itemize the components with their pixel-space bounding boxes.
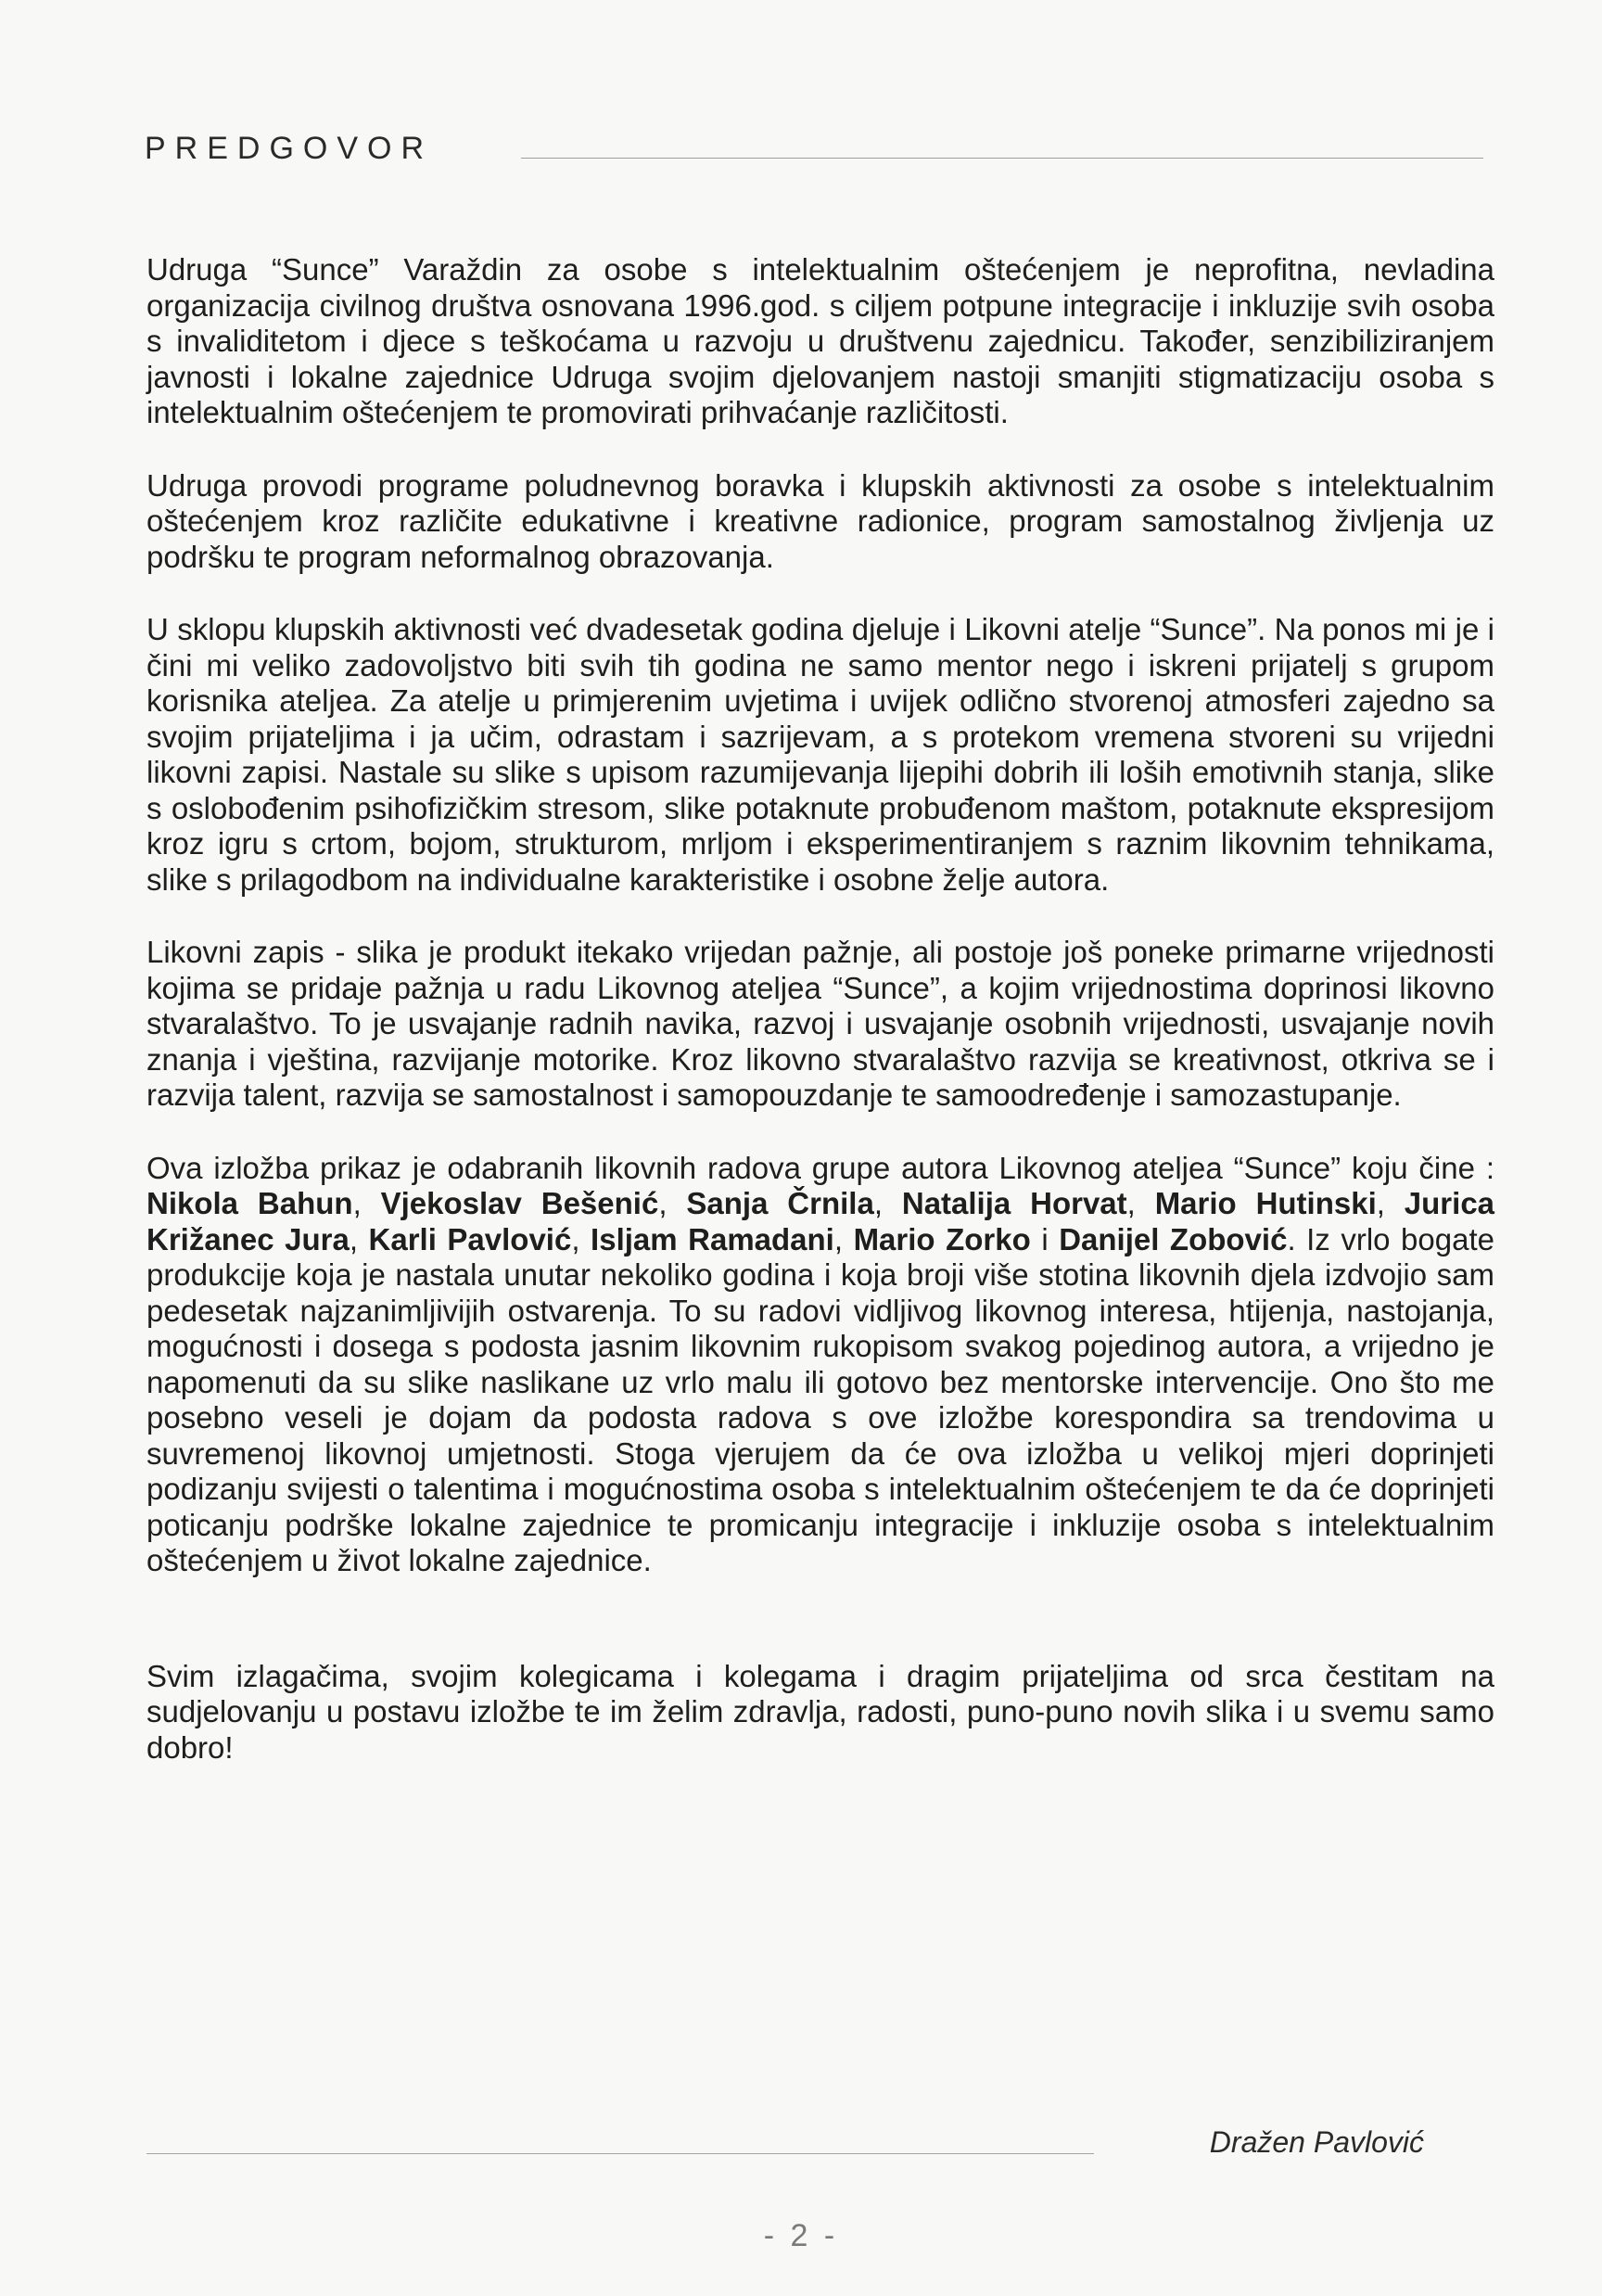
author-name: Karli Pavlović xyxy=(368,1221,572,1256)
author-name: Danijel Zobović xyxy=(1059,1221,1288,1256)
paragraph-programs: Udruga provodi programe poludnevnog boravka i klupskih aktivnosti za osobe s intelektualnim oštećenjem kroz različite edukativne i kreativne radionice, program samostalnog življenja uz podršku te program neformalnog obrazovanja. xyxy=(146,467,1494,574)
paragraph-values: Likovni zapis - slika je produkt itekako vrijedan pažnje, ali postoje još poneke primarne vrijednosti kojima se pridaje pažnja u radu Likovnog ateljea “Sunce”, a kojim vrijednostima doprinosi likovno stvaralaštvo. To je usvajanje radnih navika, razvoj i usvajanje osobnih vrijednosti, usvajanje novih znanja i vještina, razvijanje motorike. Kroz likovno stvaralaštvo razvija se kreativnost, otkriva se i razvija talent, razvija se samostalnost i samopouzdanje te samoodređenje i samozastupanje. xyxy=(146,935,1494,1112)
author-list: Nikola Bahun, Vjekoslav Bešenić, Sanja Črnila, Natalija Horvat, Mario Hutinski, Jurica Križanec Jura, Karli Pavlović, Isljam Ramadani, Mario Zorko i Danijel Zobović. xyxy=(146,1186,1495,1256)
paragraph-intro: Udruga “Sunce” Varaždin za osobe s intelektualnim oštećenjem je neprofitna, nevladina organizacija civilnog društva osnovana 1996.god. s ciljem potpune integracije i inkluzije svih osoba s invaliditetom i djece s teškoćama u razvoju u društvenu zajednicu. Također, senzibiliziranjem javnosti i lokalne zajednice Udruga svojim djelovanjem nastoji smanjiti stigmatizaciju osoba s intelektualnim oštećenjem te promovirati prihvaćanje različitosti. xyxy=(146,252,1494,429)
author-name: Mario Hutinski xyxy=(1154,1186,1377,1220)
author-name: Isljam Ramadani xyxy=(591,1221,834,1256)
author-name: Sanja Črnila xyxy=(686,1186,874,1220)
signature-rule xyxy=(146,2153,1094,2154)
paragraph-closing: Svim izlagačima, svojim kolegicama i kolegama i dragim prijateljima od srca čestitam na sudjelovanju u postavu izložbe te im želim zdravlja, radosti, puno-puno novih slika i u svemu samo dobro! xyxy=(146,1658,1494,1765)
paragraph-exhibition xyxy=(146,1151,1494,1579)
exhibition-intro: Ova izložba prikaz je odabranih likovnih radova grupe autora Likovnog ateljea “Sunce” koju čine : xyxy=(146,1150,1494,1185)
author-name: Jurica Križanec Jura xyxy=(146,1186,1495,1256)
page-number: - 2 - xyxy=(763,2218,839,2253)
signature: Dražen Pavlović xyxy=(1209,2125,1424,2159)
page-title: PREDGOVOR xyxy=(145,131,434,166)
page-header xyxy=(145,130,1483,167)
author-name: Natalija Horvat xyxy=(901,1186,1127,1220)
author-name: Nikola Bahun xyxy=(146,1186,353,1220)
author-name: Mario Zorko xyxy=(853,1221,1031,1256)
paragraph-atelier: U sklopu klupskih aktivnosti već dvadesetak godina djeluje i Likovni atelje “Sunce”. Na ponos mi je i čini mi veliko zadovoljstvo biti svih tih godina ne samo mentor nego i iskreni prijatelj s grupom korisnika ateljea. Za atelje u primjerenim uvjetima i uvijek odlično stvorenoj atmosferi zajedno sa svojim prijateljima i ja učim, odrastam i sazrijevam, a s protekom vremena stvoreni su vrijedni likovni zapisi. Nastale su slike s upisom razumijevanja lijepihi dobrih ili loših emotivnih stanja, slike s oslobođenim psihofizičkim stresom, slike potaknute probuđenom maštom, potaknute ekspresijom kroz igru s crtom, bojom, strukturom, mrljom i eksperimentiranjem s raznim likovnim tehnikama, slike s prilagodbom na individualne karakteristike i osobne želje autora. xyxy=(146,612,1494,897)
author-name: Vjekoslav Bešenić xyxy=(380,1186,659,1220)
title-rule xyxy=(521,158,1483,159)
exhibition-rest: Iz vrlo bogate produkcije koja je nastala unutar nekoliko godina i koja broji više stotina likovnih djela izdvojio sam pedesetak najzanimljivijih ostvarenja. To su radovi vidljivog likovnog interesa, htijenja, nastojanja, mogućnosti i dosega s podosta jasnim likovnim rukopisom svakog pojedinog autora, a vrijedno je napomenuti da su slike naslikane uz vrlo malu ili gotovo bez mentorske intervencije. Ono što me posebno veseli je dojam da podosta radova s ove izložbe korespondira sa trendovima u suvremenoj likovnoj umjetnosti. Stoga vjerujem da će ova izložba u velikoj mjeri doprinjeti podizanju svijesti o talentima i mogućnostima osoba s intelektualnim oštećenjem te da će doprinjeti poticanju podrške lokalne zajednice te promicanju integracije i inkluzije osoba s intelektualnim oštećenjem u život lokalne zajednice. xyxy=(146,1221,1494,1577)
body-text xyxy=(146,252,1494,1803)
